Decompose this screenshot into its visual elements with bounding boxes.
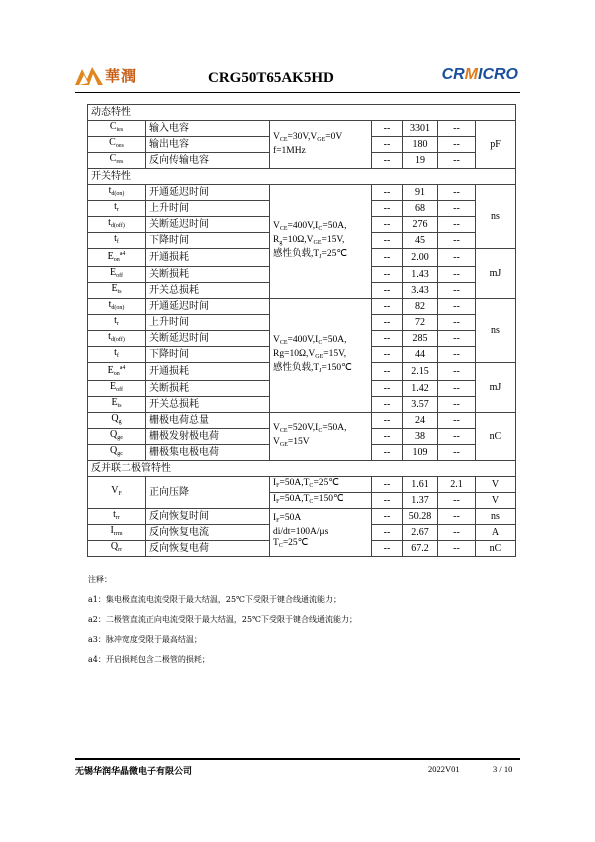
param-name: 开关总损耗 bbox=[146, 283, 270, 299]
note-a3: a3：脉冲宽度受限于最高结温； bbox=[88, 635, 202, 644]
unit-cell: ns bbox=[476, 299, 516, 363]
typ-value: 276 bbox=[403, 217, 438, 233]
typ-value: 2.00 bbox=[403, 249, 438, 267]
notes-block bbox=[88, 574, 357, 674]
symbol-cell: $E_{off}$ bbox=[88, 381, 146, 397]
unit-cell: nC bbox=[476, 413, 516, 461]
min-value: -- bbox=[372, 429, 403, 445]
param-name: 正向压降 bbox=[146, 477, 270, 509]
max-value: -- bbox=[438, 185, 476, 201]
symbol-cell: $Q_{rr}$ bbox=[88, 541, 146, 557]
max-value: 2.1 bbox=[438, 477, 476, 493]
section-row-dynamic bbox=[88, 105, 516, 121]
section-row-switching bbox=[88, 169, 516, 185]
min-value: -- bbox=[372, 185, 403, 201]
max-value: -- bbox=[438, 347, 476, 363]
typ-value: 50.28 bbox=[403, 509, 438, 525]
typ-value: 109 bbox=[403, 445, 438, 461]
typ-value: 24 bbox=[403, 413, 438, 429]
param-name: 上升时间 bbox=[146, 315, 270, 331]
logo-text-m: M bbox=[464, 66, 478, 83]
min-value: -- bbox=[372, 217, 403, 233]
min-value: -- bbox=[372, 233, 403, 249]
typ-value: 45 bbox=[403, 233, 438, 249]
param-name: 反向恢复电荷 bbox=[146, 541, 270, 557]
unit-cell: V bbox=[476, 477, 516, 493]
max-value: -- bbox=[438, 525, 476, 541]
typ-value: 3.43 bbox=[403, 283, 438, 299]
min-value: -- bbox=[372, 249, 403, 267]
typ-value: 1.43 bbox=[403, 267, 438, 283]
typ-value: 67.2 bbox=[403, 541, 438, 557]
param-name: 开关总损耗 bbox=[146, 397, 270, 413]
min-value: -- bbox=[372, 315, 403, 331]
typ-value: 1.37 bbox=[403, 493, 438, 509]
param-name: 关断损耗 bbox=[146, 381, 270, 397]
unit-cell: ns bbox=[476, 509, 516, 525]
param-name: 输入电容 bbox=[146, 121, 270, 137]
test-condition: $I_F=50A$ di/dt=100A/μs $T_C=25℃$ bbox=[270, 509, 372, 557]
max-value: -- bbox=[438, 315, 476, 331]
max-value: -- bbox=[438, 153, 476, 169]
symbol-cell: $E_{on}^{a4}$ bbox=[88, 363, 146, 381]
symbol-cell: $E_{on}^{a4}$ bbox=[88, 249, 146, 267]
section-title: 反并联二极管特性 bbox=[88, 461, 516, 477]
symbol-cell: $t_{d(on)}$ bbox=[88, 299, 146, 315]
typ-value: 72 bbox=[403, 315, 438, 331]
typ-value: 3.57 bbox=[403, 397, 438, 413]
typ-value: 91 bbox=[403, 185, 438, 201]
param-name: 反向恢复时间 bbox=[146, 509, 270, 525]
param-name: 开通损耗 bbox=[146, 249, 270, 267]
max-value: -- bbox=[438, 413, 476, 429]
param-name: 栅极发射极电荷 bbox=[146, 429, 270, 445]
symbol-cell: $Q_{ge}$ bbox=[88, 429, 146, 445]
table-row bbox=[88, 185, 516, 201]
max-value: -- bbox=[438, 249, 476, 267]
typ-value: 38 bbox=[403, 429, 438, 445]
symbol-cell: $t_{d(on)}$ bbox=[88, 185, 146, 201]
min-value: -- bbox=[372, 381, 403, 397]
min-value: -- bbox=[372, 331, 403, 347]
min-value: -- bbox=[372, 541, 403, 557]
typ-value: 2.67 bbox=[403, 525, 438, 541]
max-value: -- bbox=[438, 137, 476, 153]
footer-company: 无锡华润华晶微电子有限公司 bbox=[75, 767, 193, 777]
typ-value: 1.42 bbox=[403, 381, 438, 397]
mountain-logo-icon bbox=[75, 65, 103, 85]
min-value: -- bbox=[372, 267, 403, 283]
min-value: -- bbox=[372, 509, 403, 525]
max-value: -- bbox=[438, 397, 476, 413]
section-row-diode bbox=[88, 461, 516, 477]
param-name: 输出电容 bbox=[146, 137, 270, 153]
notes-title: 注释： bbox=[88, 575, 112, 584]
param-name: 开通延迟时间 bbox=[146, 299, 270, 315]
page-header bbox=[75, 60, 520, 92]
param-name: 开通损耗 bbox=[146, 363, 270, 381]
crmicro-logo bbox=[442, 66, 518, 84]
max-value: -- bbox=[438, 541, 476, 557]
param-name: 反向传输电容 bbox=[146, 153, 270, 169]
symbol-cell: $C_{res}$ bbox=[88, 153, 146, 169]
param-name: 开通延迟时间 bbox=[146, 185, 270, 201]
param-name: 下降时间 bbox=[146, 233, 270, 249]
typ-value: 3301 bbox=[403, 121, 438, 137]
note-a1: a1：集电极直流电流受限于最大结温，25℃下受限于键合线通流能力； bbox=[88, 595, 341, 604]
unit-cell: mJ bbox=[476, 249, 516, 299]
typ-value: 2.15 bbox=[403, 363, 438, 381]
symbol-cell: $t_{d(off)}$ bbox=[88, 217, 146, 233]
symbol-cell: $t_{rr}$ bbox=[88, 509, 146, 525]
min-value: -- bbox=[372, 137, 403, 153]
symbol-cell: $E_{off}$ bbox=[88, 267, 146, 283]
param-name: 关断损耗 bbox=[146, 267, 270, 283]
typ-value: 285 bbox=[403, 331, 438, 347]
max-value: -- bbox=[438, 201, 476, 217]
header-rule bbox=[75, 92, 520, 93]
unit-cell: A bbox=[476, 525, 516, 541]
part-number: CRG50T65AK5HD bbox=[208, 70, 334, 86]
typ-value: 68 bbox=[403, 201, 438, 217]
max-value: -- bbox=[438, 283, 476, 299]
test-condition: $V_{CE}=30V,V_{GE}=0V$ f=1MHz bbox=[270, 121, 372, 169]
symbol-cell: $t_r$ bbox=[88, 315, 146, 331]
unit-cell: ns bbox=[476, 185, 516, 249]
table-row bbox=[88, 299, 516, 315]
brand-name-cn: 華潤 bbox=[105, 66, 138, 85]
param-name: 栅极集电极电荷 bbox=[146, 445, 270, 461]
symbol-cell: $E_{ts}$ bbox=[88, 283, 146, 299]
footer-rule bbox=[75, 758, 520, 760]
symbol-cell: $t_{d(off)}$ bbox=[88, 331, 146, 347]
unit-cell: pF bbox=[476, 121, 516, 169]
typ-value: 180 bbox=[403, 137, 438, 153]
param-name: 上升时间 bbox=[146, 201, 270, 217]
max-value: -- bbox=[438, 217, 476, 233]
param-name: 关断延迟时间 bbox=[146, 331, 270, 347]
unit-cell: V bbox=[476, 493, 516, 509]
symbol-cell: $t_f$ bbox=[88, 347, 146, 363]
min-value: -- bbox=[372, 201, 403, 217]
min-value: -- bbox=[372, 299, 403, 315]
max-value: -- bbox=[438, 381, 476, 397]
max-value: -- bbox=[438, 233, 476, 249]
min-value: -- bbox=[372, 525, 403, 541]
section-title: 开关特性 bbox=[88, 169, 516, 185]
table-row bbox=[88, 509, 516, 525]
logo-text-cr: CR bbox=[441, 66, 465, 83]
min-value: -- bbox=[372, 363, 403, 381]
max-value: -- bbox=[438, 331, 476, 347]
symbol-cell: $t_f$ bbox=[88, 233, 146, 249]
typ-value: 19 bbox=[403, 153, 438, 169]
symbol-cell: $Q_{gc}$ bbox=[88, 445, 146, 461]
symbol-cell: $C_{ies}$ bbox=[88, 121, 146, 137]
max-value: -- bbox=[438, 121, 476, 137]
max-value: -- bbox=[438, 363, 476, 381]
table-row bbox=[88, 477, 516, 493]
max-value: -- bbox=[438, 445, 476, 461]
test-condition: $V_{CE}=520V,I_C=50A$, $V_{GE}=15V$ bbox=[270, 413, 372, 461]
symbol-cell: $t_r$ bbox=[88, 201, 146, 217]
symbol-cell: $Q_g$ bbox=[88, 413, 146, 429]
note-a2: a2：二极管直流正向电流受限于最大结温，25℃下受限于键合线通流能力； bbox=[88, 615, 357, 624]
max-value: -- bbox=[438, 493, 476, 509]
unit-cell: mJ bbox=[476, 363, 516, 413]
note-a4: a4：开启损耗包含二极管的损耗； bbox=[88, 655, 210, 664]
min-value: -- bbox=[372, 153, 403, 169]
max-value: -- bbox=[438, 299, 476, 315]
table-row bbox=[88, 121, 516, 137]
typ-value: 1.61 bbox=[403, 477, 438, 493]
min-value: -- bbox=[372, 413, 403, 429]
test-condition: $V_{CE}=400V,I_C=50A$, $R_g=10\Omega,V_{GE}=15V$, 感性负载$,T_J=25℃$ bbox=[270, 185, 372, 299]
param-name: 栅极电荷总量 bbox=[146, 413, 270, 429]
symbol-cell: $E_{ts}$ bbox=[88, 397, 146, 413]
min-value: -- bbox=[372, 347, 403, 363]
typ-value: 82 bbox=[403, 299, 438, 315]
min-value: -- bbox=[372, 283, 403, 299]
min-value: -- bbox=[372, 477, 403, 493]
max-value: -- bbox=[438, 509, 476, 525]
characteristics-table bbox=[87, 104, 516, 557]
param-name: 下降时间 bbox=[146, 347, 270, 363]
footer-page-number: 3 / 10 bbox=[493, 764, 513, 774]
footer-version: 2022V01 bbox=[428, 764, 460, 774]
max-value: -- bbox=[438, 429, 476, 445]
min-value: -- bbox=[372, 121, 403, 137]
logo-text-icro: ICRO bbox=[478, 66, 518, 83]
min-value: -- bbox=[372, 493, 403, 509]
unit-cell: nC bbox=[476, 541, 516, 557]
test-condition: $I_F=50A,T_C=150℃$ bbox=[270, 493, 372, 509]
section-title: 动态特性 bbox=[88, 105, 516, 121]
symbol-cell: $I_{rrm}$ bbox=[88, 525, 146, 541]
test-condition: $V_{CE}=400V,I_C=50A$, $Rg=10\Omega,V_{GE}=15V$, 感性负载$,T_J=150℃$ bbox=[270, 299, 372, 413]
param-name: 关断延迟时间 bbox=[146, 217, 270, 233]
symbol-cell: $C_{oes}$ bbox=[88, 137, 146, 153]
param-name: 反向恢复电流 bbox=[146, 525, 270, 541]
typ-value: 44 bbox=[403, 347, 438, 363]
min-value: -- bbox=[372, 445, 403, 461]
cr-logo-left bbox=[75, 63, 137, 87]
symbol-cell: $V_F$ bbox=[88, 477, 146, 509]
test-condition: $I_F=50A,T_C=25℃$ bbox=[270, 477, 372, 493]
table-row bbox=[88, 413, 516, 429]
min-value: -- bbox=[372, 397, 403, 413]
max-value: -- bbox=[438, 267, 476, 283]
